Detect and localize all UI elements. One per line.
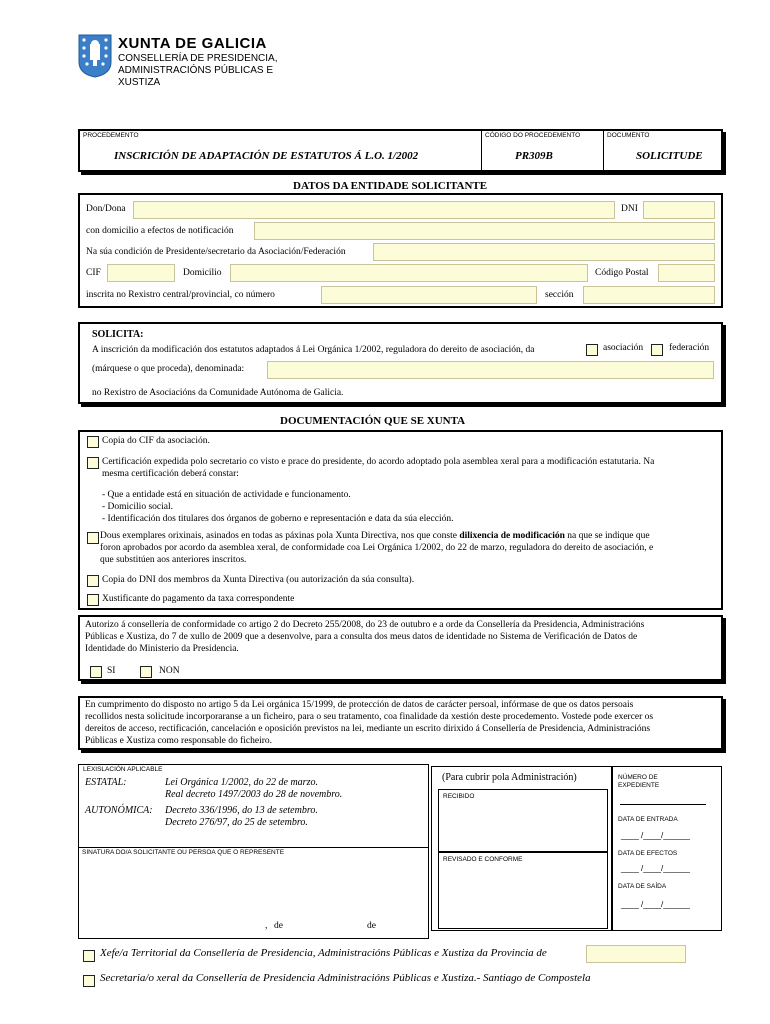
xunta-logo <box>78 34 112 78</box>
doc-certificacion-label: Certificación expedida polo secretario co visto e prace do presidente, do acordo adoptado pola asemblea xeral para a modificación estatutaria. Na <box>102 457 655 467</box>
date-comma: , <box>265 921 268 931</box>
autorizo-non-checkbox[interactable] <box>140 666 152 678</box>
procedure-title: INSCRICIÓN DE ADAPTACIÓN DE ESTATUTOS Á L.O. 1/2002 <box>114 150 419 162</box>
document-type: SOLICITUDE <box>636 150 703 162</box>
seccion-field[interactable] <box>583 286 715 304</box>
entrada-label: DATA DE ENTRADA <box>618 816 678 823</box>
entity-heading: DATOS DA ENTIDADE SOLICITANTE <box>293 180 488 192</box>
docs-heading: DOCUMENTACIÓN QUE SE XUNTA <box>280 415 466 427</box>
secretaria-label: Secretaria/o xeral da Consellería de Presidencia Administracións Públicas e Xustiza.- Santiago de Compostela <box>100 972 591 984</box>
admin-heading: (Para cubrir pola Administración) <box>442 772 577 783</box>
autorizo-si-label: SI <box>107 666 116 676</box>
condicion-label: Na súa condición de Presidente/secretario da Asociación/Federación <box>86 247 346 257</box>
asociacion-label: asociación <box>603 343 644 353</box>
doc-cif-label: Copia do CIF da asociación. <box>102 436 210 446</box>
rexistro-text: no Rexistro de Asociacións da Comunidade Autónoma de Galicia. <box>92 388 344 398</box>
doc-exemplares-text-end: na que se indique que <box>564 531 650 541</box>
doc-taxa-checkbox[interactable] <box>87 594 99 606</box>
entity-box <box>78 193 723 308</box>
doc-dni-label: Copia do DNI dos membros da Xunta Directiva (ou autorización da súa consulta). <box>102 575 415 585</box>
department-line-1: CONSELLERÍA DE PRESIDENCIA, <box>118 53 278 64</box>
lexislacion-box <box>78 764 429 939</box>
lopd-line-4: Públicas e Xustiza como responsable do ficheiro. <box>85 736 273 746</box>
department-line-3: XUSTIZA <box>118 77 161 88</box>
asociacion-checkbox[interactable] <box>586 344 598 356</box>
numero-label-2: EXPEDIENTE <box>618 782 660 789</box>
autorizo-line-3: Identidade do Ministerio da Presidencia. <box>85 644 239 654</box>
codigo-postal-field[interactable] <box>658 264 715 282</box>
condicion-field[interactable] <box>373 243 715 261</box>
federacion-checkbox[interactable] <box>651 344 663 356</box>
revisado-label: REVISADO E CONFORME <box>443 856 523 863</box>
procedure-code-label: CÓDIGO DO PROCEDEMENTO <box>485 132 581 139</box>
doc-exemplares-label-3: que substitúen aos anteriores inscritos. <box>100 555 247 565</box>
estatal-law-2: Real decreto 1497/2003 do 28 de novembro. <box>165 789 343 800</box>
doc-sub-2: - Domicilio social. <box>102 502 173 512</box>
doc-exemplares-text: Dous exemplares orixinais, asinados en todas as páxinas pola Xunta Directiva, nos que conste <box>100 531 460 541</box>
sinatura-label: SINATURA DO/A SOLICITANTE OU PERSOA QUE O REPRESENTE <box>82 849 285 856</box>
domicilio-notificacion-label: con domicilio a efectos de notificación <box>86 226 234 236</box>
revisado-box <box>438 851 608 929</box>
rexistro-numero-field[interactable] <box>321 286 537 304</box>
solicita-text: A inscrición da modificación dos estatutos adaptados á Lei Orgánica 1/2002, reguladora do dereito de asociación, da <box>92 345 535 355</box>
domicilio-notificacion-field[interactable] <box>254 222 715 240</box>
autonomica-label: AUTONÓMICA: <box>85 805 153 816</box>
autorizo-line-2: Públicas e Xustiza, do 7 de xullo de 2009 que a desenvolve, para a consulta dos meus datos de identidade no Sistema de Verificación de Datos de <box>85 632 638 642</box>
procedure-box <box>78 129 723 172</box>
lopd-line-1: En cumprimento do disposto no artigo 5 da Lei orgánica 15/1999, de protección de datos de carácter persoal, infórmase de que os datos persoais <box>85 700 634 710</box>
don-dona-field[interactable] <box>133 201 615 219</box>
seccion-label: sección <box>545 290 574 300</box>
admin-box <box>431 766 612 931</box>
secretaria-checkbox[interactable] <box>83 975 95 987</box>
solicita-box <box>78 322 723 404</box>
lexislacion-label: LEXISLACIÓN APLICABLE <box>83 766 163 773</box>
autonomica-law-2: Decreto 276/97, do 25 de setembro. <box>165 817 308 828</box>
cif-label: CIF <box>86 268 101 278</box>
brand-title: XUNTA DE GALICIA <box>118 35 267 52</box>
doc-taxa-label: Xustificante do pagamento da taxa correspondente <box>102 594 295 604</box>
doc-exemplares-label <box>100 531 650 541</box>
estatal-law-1: Lei Orgánica 1/2002, do 22 de marzo. <box>165 777 318 788</box>
doc-sub-3: - Identificación dos titulares dos órganos de goberno e representación e data da súa elección. <box>102 514 454 524</box>
denominada-label: (márquese o que proceda), denominada: <box>92 364 245 374</box>
doc-exemplares-label-2: foron aprobados por acordo da asemblea xeral, de conformidade coa Lei Orgánica 1/2002, do 22 de marzo, reguladora do dereito de asociación, e <box>100 543 654 553</box>
xefe-label: Xefe/a Territorial da Consellería de Presidencia, Administracións Públicas e Xustiza da Provincia de <box>100 947 547 959</box>
lopd-line-2: recollidos nesta solicitude incorporaranse a un ficheiro, para o seu tratamento, coa finalidade da xestión deste procedemento. Vostede pode exercer os <box>85 712 654 722</box>
expediente-box <box>612 766 722 931</box>
solicita-heading: SOLICITA: <box>92 329 144 340</box>
saida-label: DATA DE SAÍDA <box>618 883 667 890</box>
expediente-line[interactable] <box>620 804 706 805</box>
efectos-label: DATA DE EFECTOS <box>618 850 678 857</box>
department-line-2: ADMINISTRACIÓNS PÚBLICAS E <box>118 65 274 76</box>
estatal-label: ESTATAL: <box>85 777 127 788</box>
numero-label-1: NÚMERO DE <box>618 774 658 781</box>
autorizo-line-1: Autorizo á consellería de conformidade co artigo 2 do Decreto 255/2008, do 23 de outubro e a orde da Consellería da Presidencia, Administracións <box>85 620 645 630</box>
federacion-label: federación <box>669 343 710 353</box>
efectos-date[interactable]: ____ /____/______ <box>621 864 690 873</box>
dilixencia-text: dilixencia de modificación <box>459 531 565 541</box>
doc-exemplares-checkbox[interactable] <box>87 532 99 544</box>
recibido-label: RECIBIDO <box>443 793 475 800</box>
autonomica-law-1: Decreto 336/1996, do 13 de setembro. <box>165 805 318 816</box>
date-de-2: de <box>367 921 376 931</box>
doc-dni-checkbox[interactable] <box>87 575 99 587</box>
doc-certificacion-checkbox[interactable] <box>87 457 99 469</box>
procedure-code: PR309B <box>515 150 553 162</box>
document-label: DOCUMENTO <box>607 132 650 139</box>
denominacion-field[interactable] <box>267 361 714 379</box>
dni-field[interactable] <box>643 201 715 219</box>
domicilio-field[interactable] <box>230 264 588 282</box>
autorizo-box <box>78 615 723 681</box>
doc-sub-1: - Que a entidade está en situación de actividade e funcionamento. <box>102 490 351 500</box>
lopd-box <box>78 696 723 750</box>
saida-date[interactable]: ____ /____/______ <box>621 900 690 909</box>
lopd-line-3: dereitos de acceso, rectificación, cancelación e oposición previstos na lei, mediante un escrito dirixido á Consellería de Presidencia, Administracións <box>85 724 651 734</box>
procedure-label: PROCEDEMENTO <box>83 132 139 139</box>
don-dona-label: Don/Dona <box>86 204 126 214</box>
signature-area[interactable] <box>81 859 426 919</box>
docs-box <box>78 430 723 610</box>
xunta-shield-icon <box>78 34 112 78</box>
entrada-date[interactable]: ____ /____/______ <box>621 831 690 840</box>
inscrita-label: inscrita no Rexistro central/provincial, co número <box>86 290 275 300</box>
domicilio-label: Domicilio <box>183 268 222 278</box>
provincia-field[interactable] <box>586 945 686 963</box>
doc-cif-checkbox[interactable] <box>87 436 99 448</box>
autorizo-si-checkbox[interactable] <box>90 666 102 678</box>
codigo-postal-label: Código Postal <box>595 268 649 278</box>
date-de-1: de <box>274 921 283 931</box>
recibido-box <box>438 789 608 853</box>
doc-certificacion-label-2: mesma certificación deberá constar: <box>102 469 239 479</box>
dni-label: DNI <box>621 204 638 214</box>
cif-field[interactable] <box>107 264 175 282</box>
autorizo-non-label: NON <box>159 666 180 676</box>
xefe-checkbox[interactable] <box>83 950 95 962</box>
